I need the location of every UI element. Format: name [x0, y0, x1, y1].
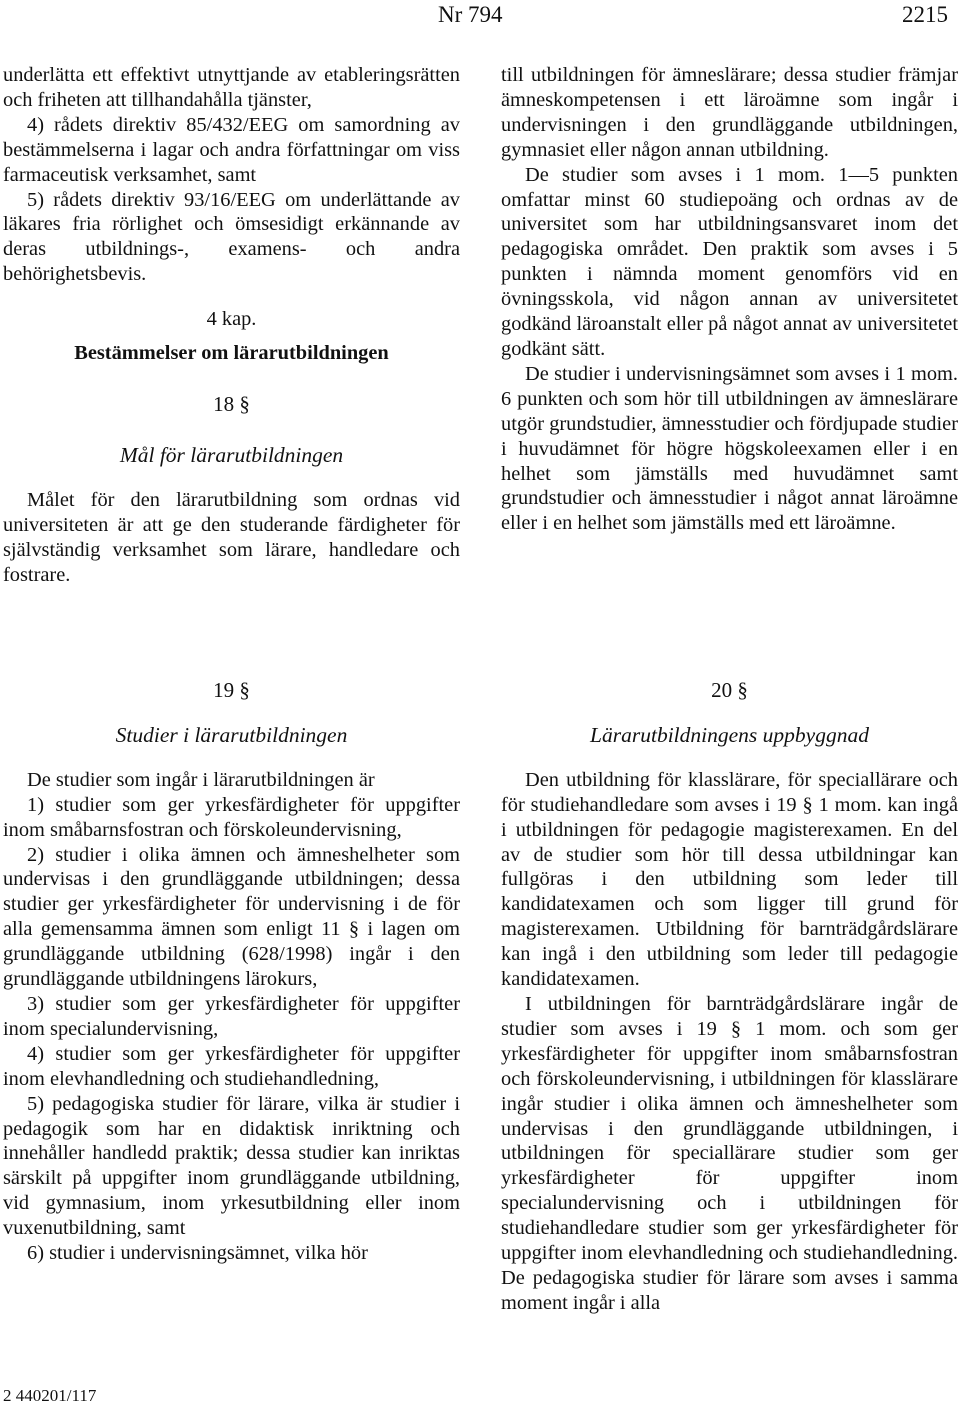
chapter-heading: 4 kap.: [206, 308, 257, 331]
section-title: Lärarutbildningens uppbyggnad: [590, 722, 869, 747]
list-item: 2) studier i olika ämnen och ämneshelheter som undervisas i den grundläggande utbildningen; dessa studier ger yrkesfärdigheter för undervisning i de för alla gemensamma ämnen som enligt 11 § i lagen om grundläggande utbildning (628/1998) ingår i den grundläggande utbildningens lärokurs,: [3, 843, 460, 991]
section-number: 19 §: [213, 678, 250, 702]
paragraph: 5) rådets direktiv 93/16/EEG om underlättande av läkares fria rörlighet och ömsesidigt erkännande av deras utbildnings-, examens- och andra behörighetsbevis.: [3, 188, 460, 286]
left-column-top: [3, 63, 460, 587]
section-number: 20 §: [711, 678, 748, 702]
list-item: 4) studier som ger yrkesfärdigheter för uppgifter inom elevhandledning och studiehandledning,: [3, 1042, 460, 1090]
list-item: 5) pedagogiska studier för lärare, vilka är studier i pedagogik som har en didaktisk inriktning och innehåller handledd praktik; dessa studier kan inriktas särskilt på uppgifter inom grundläggande utbildning, vid gymnasium, inom yrkesutbildning eller inom vuxenutbildning, samt: [3, 1092, 460, 1240]
section-title: Mål för lärarutbildningen: [119, 442, 344, 467]
right-column-top: [501, 63, 958, 536]
paragraph: 4) rådets direktiv 85/432/EEG om samordning av bestämmelserna i lagar och andra författningar om viss farmaceutisk verksamhet, samt: [3, 113, 460, 186]
paragraph: till utbildningen för ämneslärare; dessa studier främjar ämneskompetensen i ett läroämne som ingår i undervisningen i den grundläggande utbildningen, gymnasiet eller någon annan utbildning.: [501, 64, 958, 161]
left-column-bottom: [3, 678, 460, 1266]
section-number: 18 §: [213, 391, 250, 416]
paragraph: Målet för den lärarutbildning som ordnas vid universiteten är att ge den studerande färdigheter för självständig verksamhet som lärare, handledare och fostrare.: [3, 488, 460, 586]
section-title: Studier i lärarutbildningen: [115, 722, 348, 747]
paragraph: De studier i undervisningsämnet som avses i 1 mom. 6 punkten och som hör till utbildningen av ämneslärare utgör grundstudier, ämnesstudier och fördjupade studier i huvudämnet för högre högskoleexamen eller i en helhet som jämställs med huvudämnet samt grundstudier och ämnesstudier i något annat läroämne eller i en helhet som jämställs med ett läroämne.: [501, 362, 958, 535]
paragraph: I utbildningen för barnträdgårdslärare ingår de studier som avses i 19 § 1 mom. och som ger yrkesfärdigheter för uppgifter inom småbarnsfostran och förskoleundervisning, i utbildningen för klasslärare ingår studier i olika ämnen och ämneshelheter som undervisas i den grundläggande utbildningen, i utbildningen för speciallärare studier som ger yrkesfärdigheter för uppgifter inom specialundervisning och i utbildningen för studiehandledare studier som ger yrkesfärdigheter för uppgifter inom elevhandledning och studiehandledning. De pedagogiska studier för lärare som avses i samma moment ingår i alla: [501, 992, 958, 1314]
chapter-title: Bestämmelser om lärarutbildningen: [74, 342, 389, 365]
list-item: 6) studier i undervisningsämnet, vilka hör: [27, 1242, 368, 1265]
right-column-bottom: [501, 678, 958, 1316]
paragraph: De studier som ingår i lärarutbildningen är: [27, 768, 375, 791]
list-item: 3) studier som ger yrkesfärdigheter för uppgifter inom specialundervisning,: [3, 992, 460, 1040]
issue-number: Nr 794: [438, 2, 503, 27]
paragraph: Den utbildning för klasslärare, för speciallärare och för studiehandledare som avses i 19 § 1 mom. kan ingå i utbildningen för pedagogie magisterexamen. En del av de studier som hör till dessa utbildningar kan fullgöras i den utbildning som leder till kandidatexamen och som ligger till grund för magisterexamen. Utbildning för barnträdgårdslärare kan ingå i den utbildning som leder till pedagogie kandidatexamen.: [501, 768, 958, 991]
page-number: 2215: [902, 2, 948, 27]
list-item: 1) studier som ger yrkesfärdigheter för uppgifter inom småbarnsfostran och förskoleundervisning,: [3, 793, 460, 841]
paragraph: De studier som avses i 1 mom. 1—5 punkten omfattar minst 60 studiepoäng och ordnas av de universitet som har utbildningsansvaret inom det pedagogiska området. Den praktik som avses i 5 punkten i nämnda moment genomförs vid en övningsskola, vid någon annan av universitetet godkänd läroanstalt eller på något annat av universitetet godkänt sätt.: [501, 163, 958, 360]
paragraph: underlätta ett effektivt utnyttjande av etableringsrätten och friheten att tillhandahålla tjänster,: [3, 64, 460, 111]
footer-code: 2 440201/117: [3, 1386, 97, 1405]
